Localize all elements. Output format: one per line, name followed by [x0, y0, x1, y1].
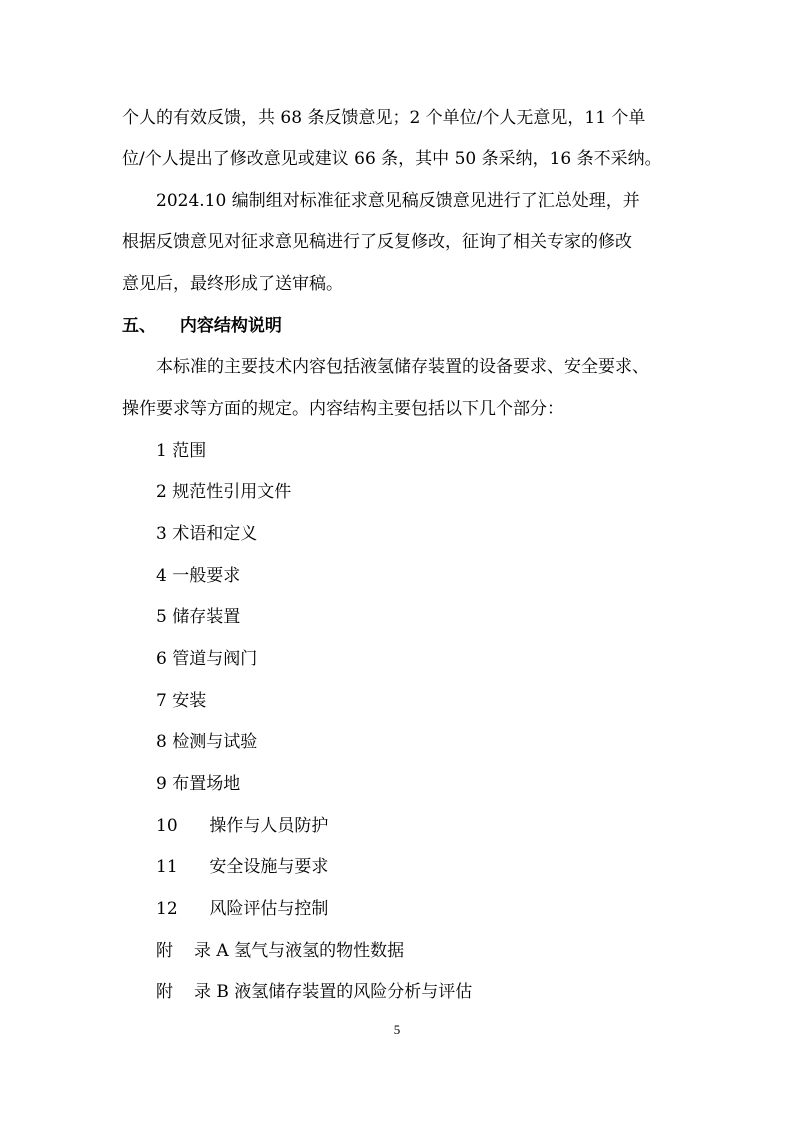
- appendix-prefix: 附: [156, 982, 173, 1002]
- paragraph-2-line-1: 2024.10 编制组对标准征求意见稿反馈意见进行了汇总处理，并: [156, 191, 640, 211]
- list-item: [156, 897, 328, 921]
- list-item-number: 3: [156, 524, 167, 544]
- section-number: 五、: [122, 316, 156, 336]
- list-item-text: 规范性引用文件: [172, 482, 292, 502]
- list-item: [156, 522, 257, 546]
- paragraph-3-line-2: 操作要求等方面的规定。内容结构主要包括以下几个部分：: [122, 399, 564, 419]
- list-item-text: 储存装置: [172, 607, 241, 627]
- appendix-prefix: 附: [156, 941, 173, 961]
- appendix-item: [156, 939, 404, 963]
- list-item-number: 12: [156, 899, 178, 919]
- list-item-number: 9: [156, 774, 167, 794]
- list-item: [156, 564, 240, 588]
- paragraph-2-line-2: 根据反馈意见对征求意见稿进行了反复修改，征询了相关专家的修改: [122, 232, 632, 252]
- appendix-text: 录 A 氢气与液氢的物性数据: [194, 941, 405, 961]
- list-item: [156, 605, 240, 629]
- list-item: [156, 647, 257, 671]
- list-item: [156, 730, 257, 754]
- list-item: [156, 855, 328, 879]
- list-item-number: 7: [156, 691, 167, 711]
- list-item-number: 10: [156, 816, 178, 836]
- list-item: [156, 480, 291, 504]
- section-title: 内容结构说明: [179, 316, 282, 336]
- list-item: [156, 689, 206, 713]
- list-item-text: 管道与阀门: [172, 649, 258, 669]
- list-item-number: 4: [156, 566, 167, 586]
- list-item-text: 布置场地: [172, 774, 241, 794]
- appendix-item: [156, 980, 472, 1004]
- page-number: 5: [393, 1022, 401, 1037]
- list-item: [156, 439, 206, 463]
- list-item-number: 8: [156, 732, 167, 752]
- list-item-text: 操作与人员防护: [209, 816, 329, 836]
- paragraph-3-line-1: 本标准的主要技术内容包括液氢储存装置的设备要求、安全要求、: [156, 357, 649, 377]
- section-5-heading: [122, 314, 282, 338]
- list-item-number: 5: [156, 607, 167, 627]
- paragraph-1-line-1: 个人的有效反馈，共 68 条反馈意见；2 个单位/个人无意见，11 个单: [122, 108, 646, 128]
- list-item-text: 风险评估与控制: [209, 899, 329, 919]
- list-item-number: 11: [156, 857, 178, 877]
- paragraph-1-line-2: 位/个人提出了修改意见或建议 66 条，其中 50 条采纳，16 条不采纳。: [122, 149, 662, 169]
- list-item: [156, 814, 328, 838]
- list-item-number: 2: [156, 482, 167, 502]
- paragraph-2-line-3: 意见后，最终形成了送审稿。: [122, 274, 343, 294]
- list-item-number: 1: [156, 441, 167, 461]
- list-item-number: 6: [156, 649, 167, 669]
- list-item-text: 范围: [172, 441, 207, 461]
- list-item-text: 安全设施与要求: [209, 857, 329, 877]
- appendix-text: 录 B 液氢储存装置的风险分析与评估: [194, 982, 473, 1002]
- list-item: [156, 772, 240, 796]
- list-item-text: 术语和定义: [172, 524, 258, 544]
- list-item-text: 安装: [172, 691, 207, 711]
- list-item-text: 检测与试验: [172, 732, 258, 752]
- list-item-text: 一般要求: [172, 566, 241, 586]
